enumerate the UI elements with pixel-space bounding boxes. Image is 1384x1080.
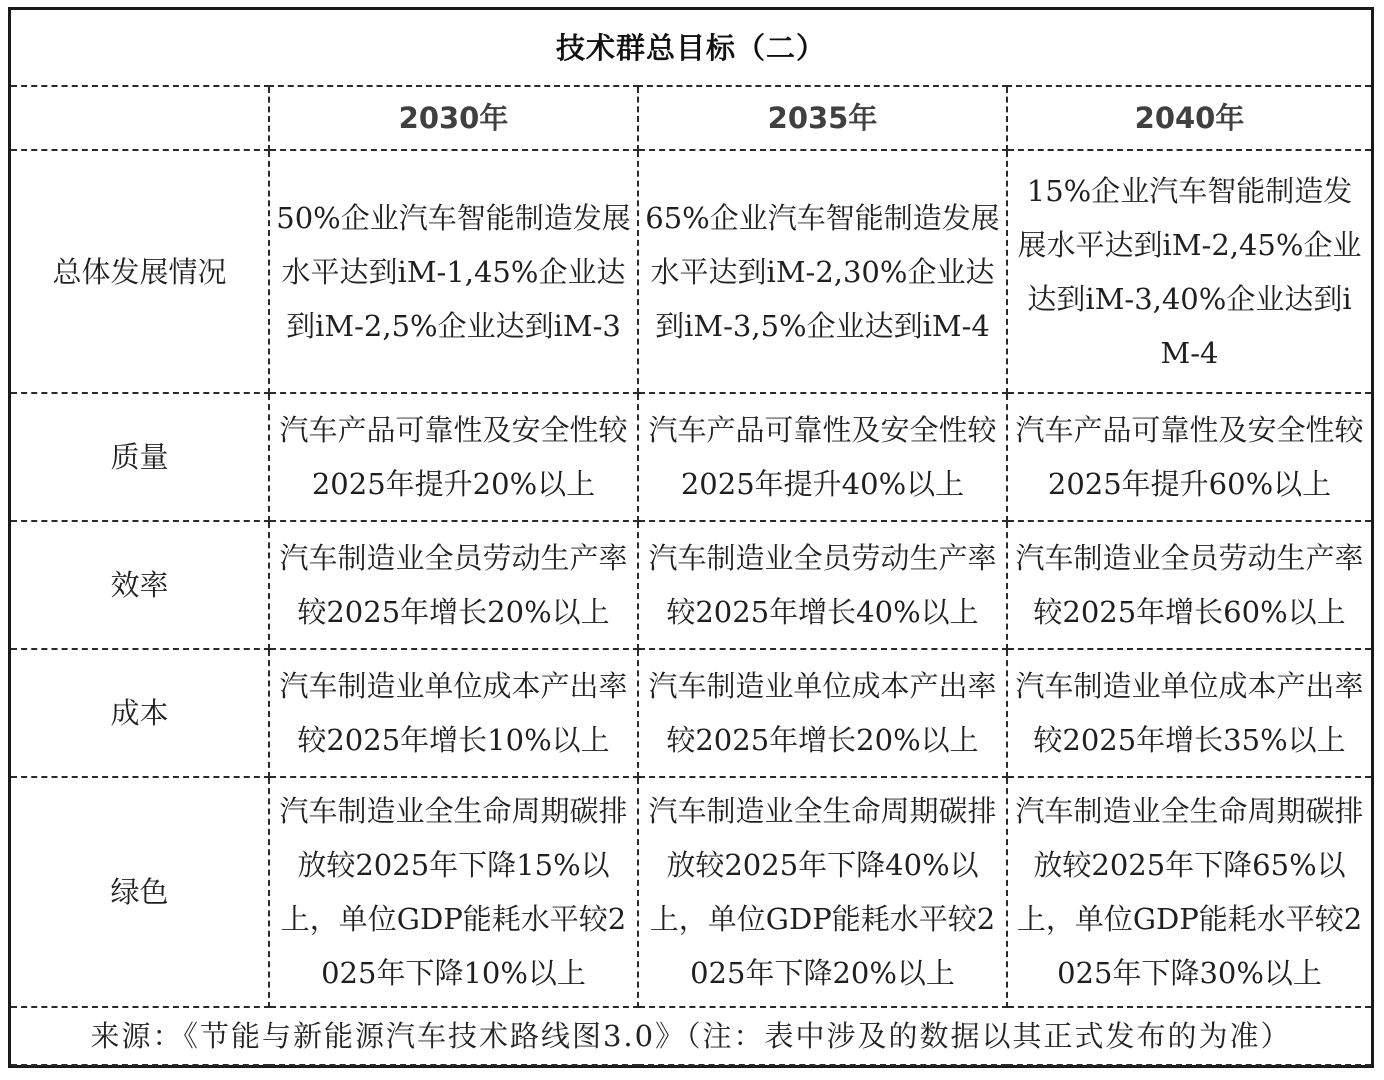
table-row: [11, 521, 1371, 649]
table-cell: 汽车制造业全生命周期碳排放较2025年下降65%以上，单位GDP能耗水平较2025年下降30%以上: [1007, 777, 1371, 1007]
table-cell: 汽车产品可靠性及安全性较2025年提升40%以上: [638, 393, 1007, 521]
row-label-green: 绿色: [11, 777, 269, 1007]
table-title: 技术群总目标（二）: [11, 10, 1371, 86]
header-corner-cell: [11, 86, 269, 150]
table-cell: 15%企业汽车智能制造发展水平达到iM-2,45%企业达到iM-3,40%企业达到iM-4: [1007, 150, 1371, 393]
table-cell: 汽车产品可靠性及安全性较2025年提升20%以上: [269, 393, 638, 521]
table-cell: 汽车制造业单位成本产出率较2025年增长35%以上: [1007, 649, 1371, 777]
table-row: [11, 777, 1371, 1007]
year-header-2030: 2030年: [269, 86, 638, 150]
table-cell: 汽车制造业全生命周期碳排放较2025年下降15%以上，单位GDP能耗水平较2025年下降10%以上: [269, 777, 638, 1007]
table-cell: 65%企业汽车智能制造发展水平达到iM-2,30%企业达到iM-3,5%企业达到iM-4: [638, 150, 1007, 393]
table-cell: 汽车产品可靠性及安全性较2025年提升60%以上: [1007, 393, 1371, 521]
table-cell: 汽车制造业全生命周期碳排放较2025年下降40%以上，单位GDP能耗水平较2025年下降20%以上: [638, 777, 1007, 1007]
table-cell: 汽车制造业单位成本产出率较2025年增长10%以上: [269, 649, 638, 777]
table-cell: 汽车制造业全员劳动生产率较2025年增长40%以上: [638, 521, 1007, 649]
row-label-efficiency: 效率: [11, 521, 269, 649]
table-cell: 50%企业汽车智能制造发展水平达到iM-1,45%企业达到iM-2,5%企业达到iM-3: [269, 150, 638, 393]
title-row: [11, 10, 1371, 86]
header-row: [11, 86, 1371, 150]
table-frame: [8, 7, 1374, 1068]
year-header-2035: 2035年: [638, 86, 1007, 150]
row-label-quality: 质量: [11, 393, 269, 521]
year-header-2040: 2040年: [1007, 86, 1371, 150]
row-label-cost: 成本: [11, 649, 269, 777]
table-row: [11, 649, 1371, 777]
table-row: [11, 150, 1371, 393]
table-row: [11, 393, 1371, 521]
table-cell: 汽车制造业全员劳动生产率较2025年增长20%以上: [269, 521, 638, 649]
source-note: 来源：《节能与新能源汽车技术路线图3.0》（注：表中涉及的数据以其正式发布的为准）: [11, 1007, 1371, 1065]
targets-table: [11, 10, 1371, 1066]
table-cell: 汽车制造业单位成本产出率较2025年增长20%以上: [638, 649, 1007, 777]
row-label-overall: 总体发展情况: [11, 150, 269, 393]
table-cell: 汽车制造业全员劳动生产率较2025年增长60%以上: [1007, 521, 1371, 649]
source-row: [11, 1007, 1371, 1065]
